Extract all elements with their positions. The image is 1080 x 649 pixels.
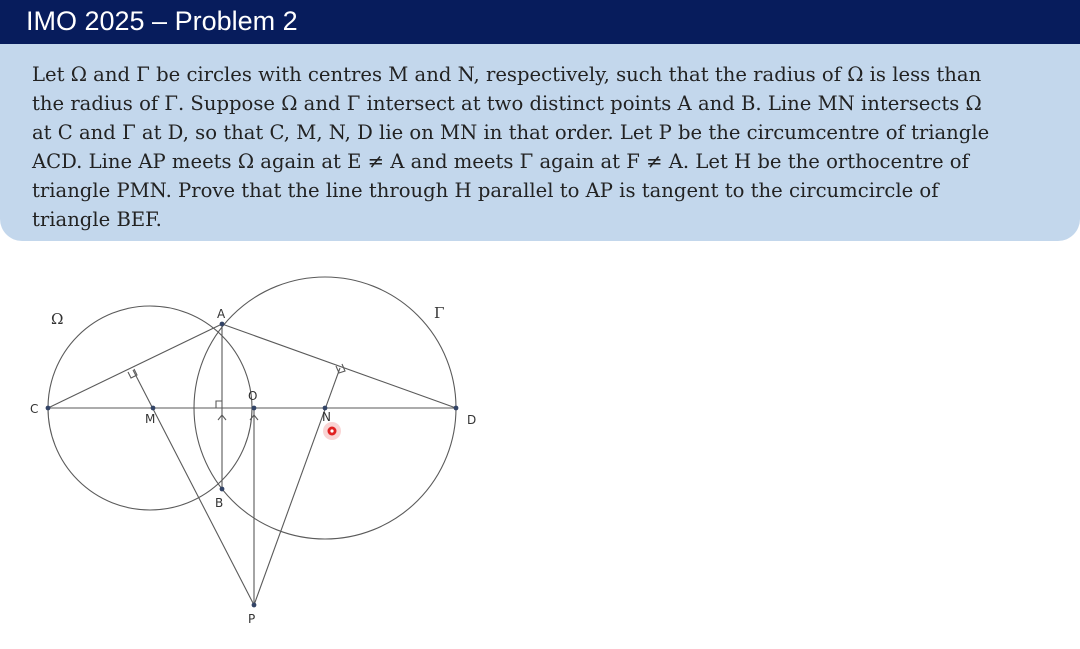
slide-title: IMO 2025 – Problem 2 [26,6,298,36]
label-o: O [248,389,258,403]
point-o [252,406,257,411]
label-p: P [248,612,256,626]
problem-line-4: ACD. Line AP meets Ω again at E ≠ A and meets Γ again at F ≠ A. Let H be the orthocentre of [32,150,969,173]
right-angle-marker-ac [128,369,137,378]
label-a: A [217,307,226,321]
problem-line-1: Let Ω and Γ be circles with centres M and N, respectively, such that the radius of Ω is less than [32,63,982,86]
perpendicular-bisector-ad [254,368,340,605]
label-c: C [30,402,39,416]
problem-line-5: triangle PMN. Prove that the line through H parallel to AP is tangent to the circumcircle of [32,179,939,202]
problem-line-2: the radius of Γ. Suppose Ω and Γ intersect at two distinct points A and B. Line MN intersects Ω [32,92,982,115]
point-b [220,487,225,492]
segment-ac [48,324,222,408]
label-d: D [467,413,477,427]
right-angle-marker-ab [216,401,222,408]
problem-line-6: triangle BEF. [32,208,162,231]
point-m [151,406,156,411]
point-a [220,322,225,327]
cursor-highlight [323,422,341,440]
label-b: B [215,496,224,510]
point-p [252,603,257,608]
point-c [46,406,51,411]
point-d [454,406,459,411]
label-gamma: Γ [434,304,445,322]
label-n: N [322,410,331,424]
label-m: M [145,412,156,426]
label-omega: Ω [51,310,64,328]
problem-line-3: at C and Γ at D, so that C, M, N, D lie on MN in that order. Let P be the circumcentre of triangle [32,121,990,144]
